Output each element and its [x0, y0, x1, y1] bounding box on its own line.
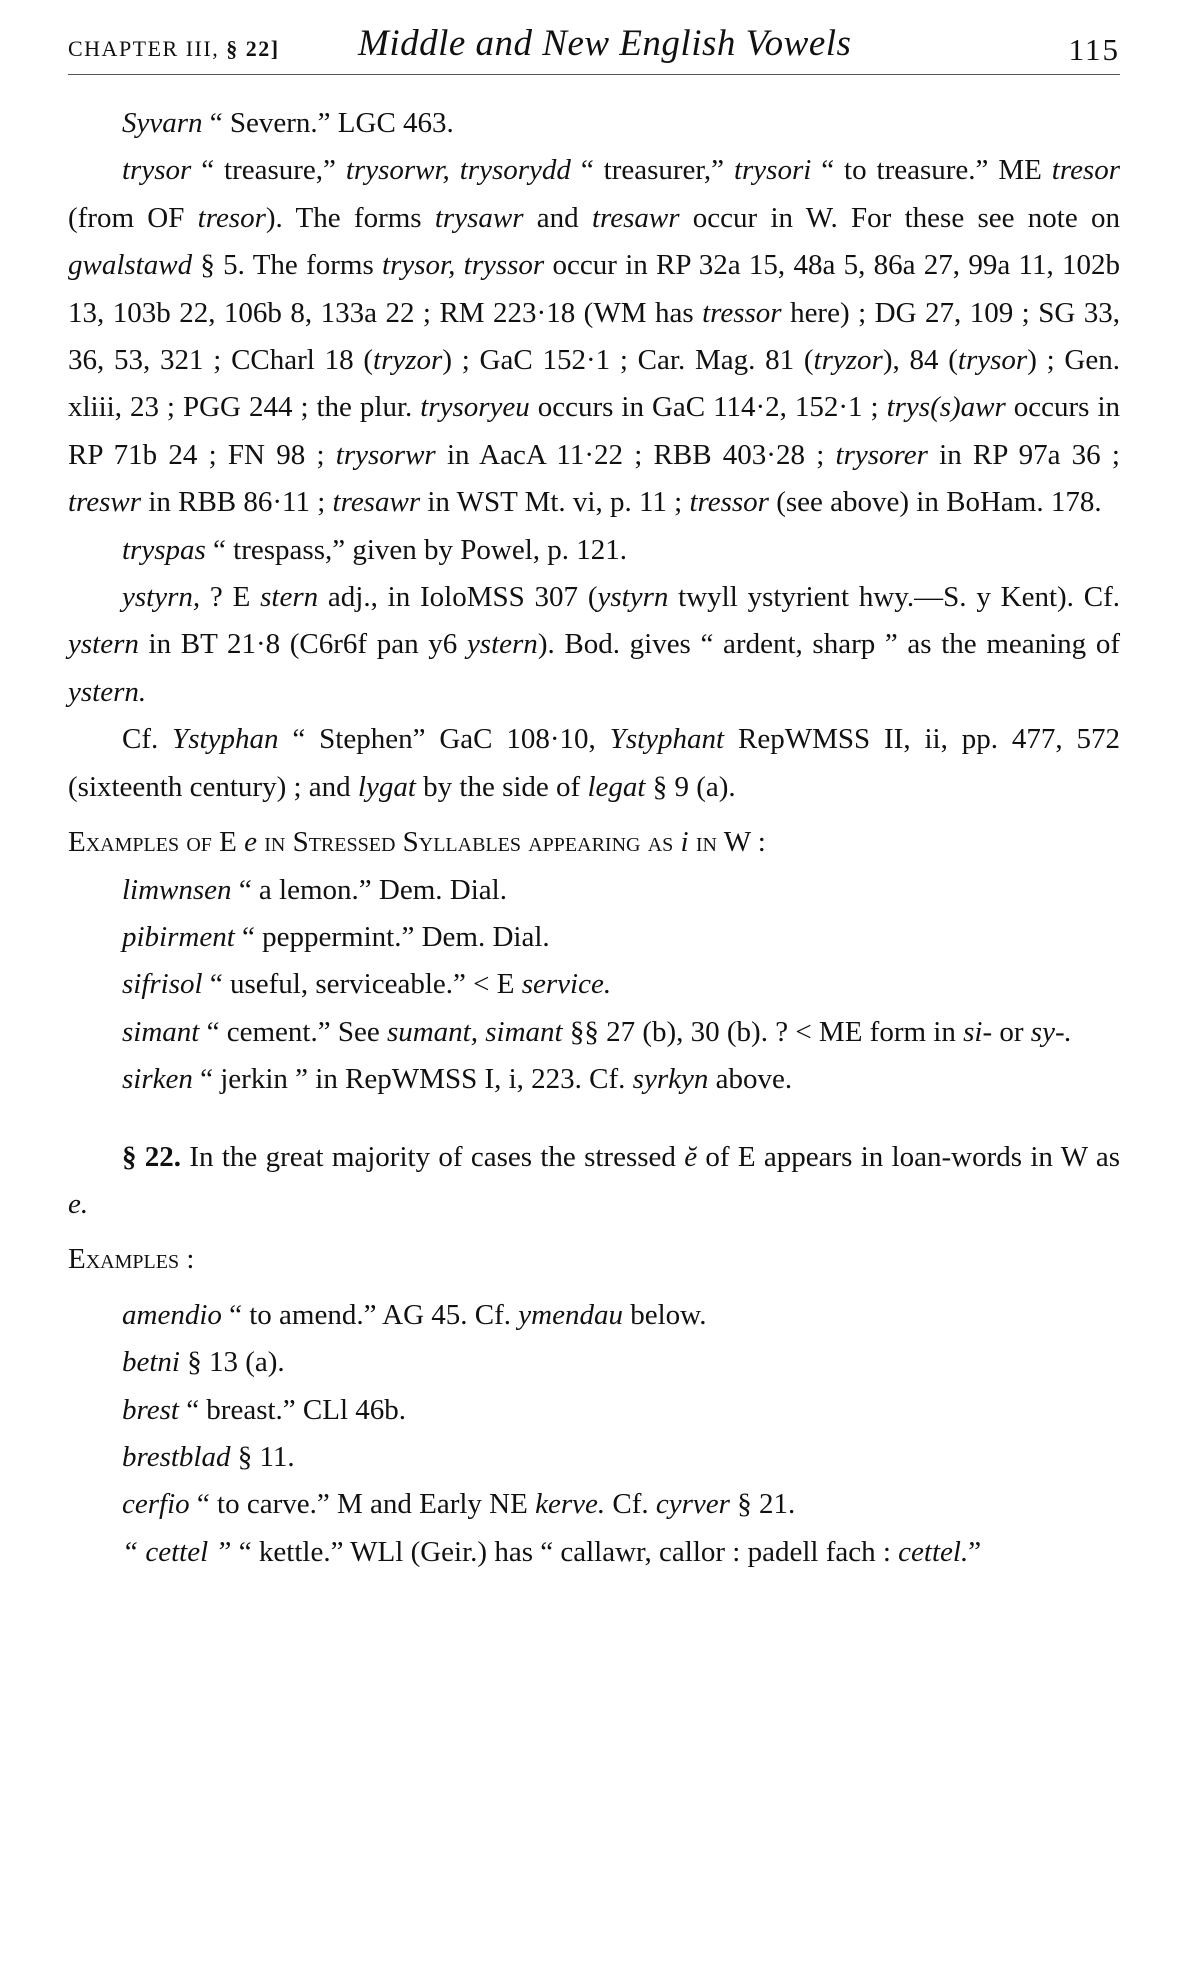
italic-word: trysoryeu: [420, 391, 530, 424]
headword: trysor: [122, 154, 192, 187]
headword: simant: [122, 1015, 200, 1048]
italic-word: ystern.: [68, 675, 147, 708]
section-number: § 22.: [122, 1140, 182, 1173]
italic-word: trysorer: [835, 438, 928, 471]
entry-text: “ jerkin ” in RepWMSS I, i, 223. Cf.: [192, 1063, 633, 1096]
entry-limwnsen: [68, 867, 1120, 914]
entry-brestblad: [68, 1434, 1120, 1481]
entry-simant: [68, 1009, 1120, 1056]
entry-text: § 5. The forms: [192, 249, 383, 282]
entry-text: in BT 21·8 (C6r6f pan y6: [138, 628, 467, 661]
entry-text: ) ; GaC 152·1 ; Car. Mag. 81 (: [442, 344, 814, 377]
italic-word: treswr: [68, 486, 142, 519]
entry-sifrisol: [68, 961, 1120, 1008]
entry-text: ). The forms: [265, 201, 435, 234]
entry-text: “ treasure,”: [191, 154, 346, 187]
entry-text: twyll ystyrient hwy.—S. y Kent). Cf.: [668, 581, 1120, 614]
entry-text: (from OF: [68, 201, 198, 234]
italic-word: trysor: [957, 344, 1028, 377]
entry-text: by the side of: [415, 770, 588, 803]
entry-text: “ kettle.” WLl (Geir.) has “ callawr, callor : padell fach :: [231, 1535, 899, 1568]
entry-text: Cf.: [605, 1488, 656, 1521]
entry-pibirment: [68, 914, 1120, 961]
italic-word: kerve.: [535, 1488, 606, 1521]
entry-text: occurs in GaC 114·2, 152·1 ;: [529, 391, 887, 424]
entry-text: or: [992, 1015, 1031, 1048]
italic-word: legat: [587, 770, 646, 803]
entry-text: RepWMSS II, ii, pp. 477, 572 (sixteenth century) ; and: [68, 723, 1120, 803]
entry-text: “ to carve.” M and Early NE: [189, 1488, 536, 1521]
entry-text: here) ; DG 27, 109 ; SG 33, 36, 53, 321 ; CCharl 18 (: [68, 296, 1120, 377]
headword: cerfio: [122, 1488, 190, 1521]
entry-syvarn: [68, 100, 1120, 147]
entry-text: “ to amend.” AG 45. Cf.: [221, 1298, 519, 1331]
entry-text: § 13 (a).: [180, 1346, 285, 1379]
entry-text: and: [523, 201, 592, 234]
headword: “ cettel ”: [122, 1535, 232, 1568]
italic-word: service.: [521, 968, 612, 1001]
entry-text: in AacA 11·22 ; RBB 403·28 ;: [435, 438, 836, 471]
entry-brest: [68, 1387, 1120, 1434]
entry-text: “ a lemon.” Dem. Dial.: [231, 873, 507, 906]
entry-amendio: [68, 1292, 1120, 1339]
spacer: [68, 1228, 1120, 1236]
chapter-reference: [68, 36, 280, 62]
entry-text: “ breast.” CLl 46b.: [178, 1393, 407, 1426]
italic-word: cettel.: [898, 1535, 969, 1568]
spacer: [68, 1284, 1120, 1292]
headword: limwnsen: [122, 873, 232, 906]
headword: ystyrn,: [122, 581, 201, 614]
italic-word: Ystyphant: [609, 723, 725, 756]
entry-betni: [68, 1339, 1120, 1386]
entry-sirken: [68, 1056, 1120, 1103]
headword: amendio: [122, 1298, 222, 1331]
italic-word: trysawr: [434, 201, 524, 234]
entry-text: ”: [968, 1535, 982, 1568]
entry-cf-ystyphan: [68, 716, 1120, 811]
headword: Syvarn: [122, 107, 203, 139]
entry-text: occurs in RP 71b 24 ; FN 98 ;: [68, 391, 1120, 471]
spacer: [68, 1104, 1120, 1134]
entry-cerfio: [68, 1481, 1120, 1528]
headword: pibirment: [122, 920, 235, 953]
entry-text: “ to treasure.” ME: [811, 154, 1052, 187]
italic-word: syrkyn: [632, 1063, 709, 1096]
entry-text: adj., in IoloMSS 307 (: [318, 581, 598, 614]
italic-word: ystern: [466, 628, 538, 661]
entry-text: in WST Mt. vi, p. 11 ;: [420, 486, 690, 519]
italic-word: lygat: [357, 770, 416, 803]
headword: betni: [122, 1346, 180, 1379]
body-text: [68, 100, 1120, 1576]
italic-word: tryzor: [813, 344, 883, 377]
chapter-label: CHAPTER III,: [68, 36, 220, 61]
headword: brestblad: [122, 1440, 231, 1473]
italic-word: sy-.: [1030, 1015, 1072, 1048]
headword: brest: [122, 1393, 179, 1426]
italic-word: e.: [68, 1187, 89, 1220]
entry-text: in RP 97a 36 ;: [927, 438, 1120, 471]
italic-word: e: [244, 826, 257, 859]
section-label: § 22]: [226, 36, 280, 61]
heading-text: in W :: [688, 826, 766, 859]
italic-word: tressor: [702, 296, 782, 329]
italic-word: trysorwr: [335, 438, 436, 471]
headword: sifrisol: [122, 968, 203, 1001]
examples-heading: Examples :: [68, 1243, 195, 1276]
entry-text: occur in W. For these see note on: [679, 201, 1120, 234]
entry-text: in RBB 86·11 ;: [141, 486, 333, 519]
running-title: Middle and New English Vowels: [358, 23, 852, 64]
entry-text: § 11.: [230, 1440, 295, 1473]
italic-word: tressor: [689, 486, 769, 519]
entry-text: “ Stephen” GaC 108·10,: [278, 723, 610, 756]
entry-text: above.: [708, 1063, 793, 1096]
italic-word: tryzor: [373, 344, 443, 377]
italic-word: tresawr: [332, 486, 421, 519]
entry-ystyrn: [68, 574, 1120, 716]
italic-word: tresawr: [591, 201, 680, 234]
running-header: [68, 22, 1120, 75]
entry-tryspas: [68, 527, 1120, 574]
italic-word: tresor: [197, 201, 266, 234]
section-22-paragraph: [68, 1134, 1120, 1229]
italic-word: cyrver: [655, 1488, 730, 1521]
italic-word: ystyrn: [597, 581, 669, 614]
heading-text: in Stressed Syllables appearing as: [256, 826, 681, 859]
entry-text: “ Severn.” LGC 463.: [202, 107, 454, 139]
italic-word: ystern: [68, 628, 139, 661]
spacer: [68, 811, 1120, 819]
italic-word: trysorwr, trysorydd: [345, 154, 571, 187]
entry-text: “ useful, serviceable.” < E: [202, 968, 522, 1001]
entry-text: ). Bod. gives “ ardent, sharp ” as the meaning of: [537, 628, 1120, 661]
entry-text: “ treasurer,”: [570, 154, 734, 187]
italic-word: tresor: [1051, 154, 1121, 187]
entry-text: of E appears in loan-words in W as: [697, 1140, 1121, 1173]
heading-text: Examples of E: [68, 826, 245, 859]
entry-cettel: [68, 1529, 1120, 1576]
entry-trysor: [68, 147, 1120, 526]
entry-text: “ trespass,” given by Powel, p. 121.: [205, 533, 628, 566]
entry-text: “ peppermint.” Dem. Dial.: [234, 920, 550, 953]
italic-word: gwalstawd: [68, 249, 193, 282]
entry-text: “ cement.” See: [199, 1015, 387, 1048]
italic-word: trysori: [733, 154, 812, 187]
entry-text: In the great majority of cases the stressed: [181, 1140, 685, 1173]
italic-word: i: [680, 826, 689, 859]
entry-text: ? E: [200, 581, 261, 614]
italic-word: ĕ: [684, 1140, 698, 1173]
entry-text: (see above) in BoHam. 178.: [768, 486, 1102, 519]
italic-word: sumant, simant: [386, 1015, 563, 1048]
italic-word: Ystyphan: [172, 723, 279, 756]
examples-e-heading: [68, 819, 1120, 866]
headword: sirken: [122, 1063, 193, 1096]
italic-word: trysor, tryssor: [382, 249, 545, 282]
italic-word: si-: [963, 1015, 993, 1048]
entry-text: §§ 27 (b), 30 (b). ? < ME form in: [562, 1015, 964, 1048]
page-number: 115: [1068, 32, 1120, 67]
entry-text: below.: [622, 1298, 707, 1331]
entry-text: occur in RP 32a 15, 48a 5, 86a 27, 99a 11, 102b 13, 103b 22, 106b 8, 133a 22 ; RM 223·18 (WM has: [68, 249, 1120, 329]
headword: tryspas: [122, 533, 206, 566]
entry-text: Cf.: [122, 723, 173, 756]
italic-word: ymendau: [518, 1298, 623, 1331]
italic-word: stern: [260, 581, 319, 614]
entry-text: § 9 (a).: [645, 770, 736, 803]
italic-word: trys(s)awr: [886, 391, 1006, 424]
entry-text: ), 84 (: [882, 344, 958, 377]
entry-text: § 21.: [729, 1488, 796, 1521]
entry-text: ) ; Gen. xliii, 23 ; PGG 244 ; the plur.: [68, 344, 1120, 424]
